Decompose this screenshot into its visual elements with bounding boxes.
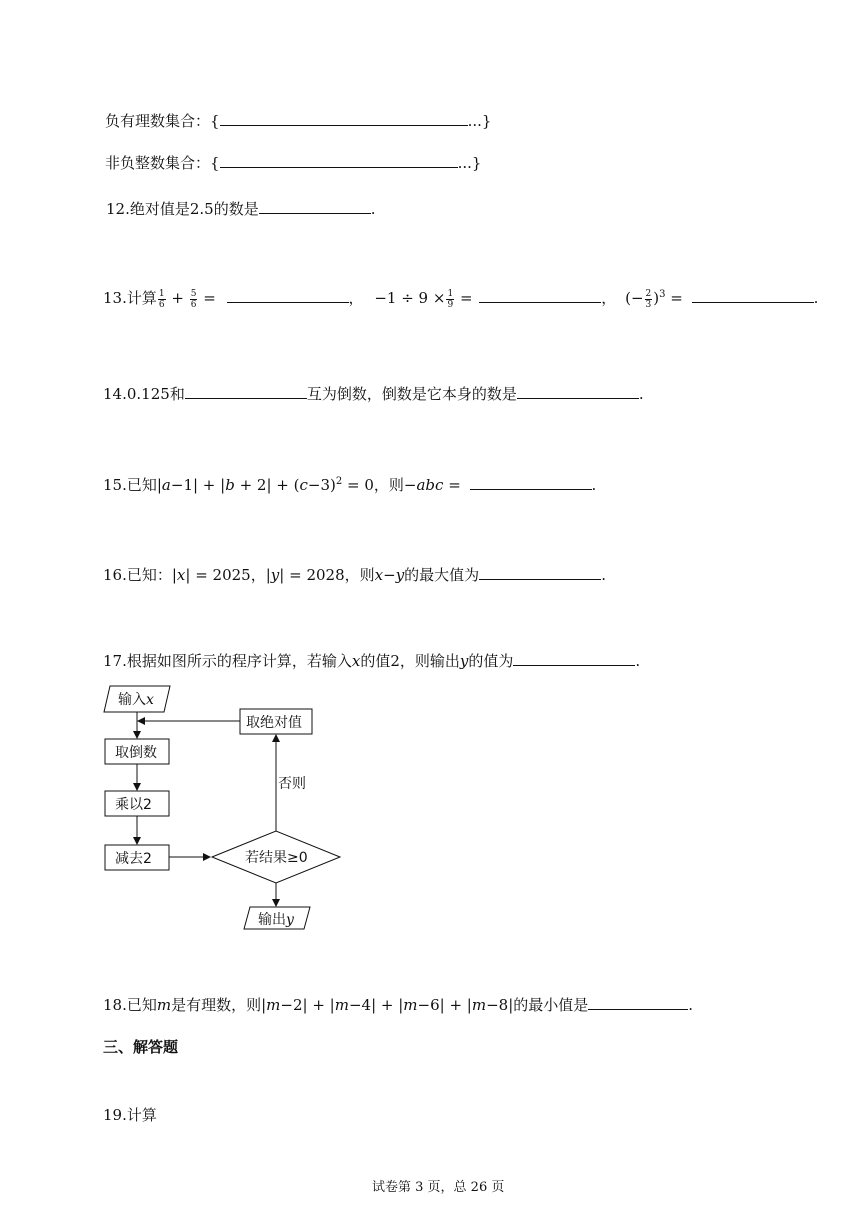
fraction-five-sixths: $\frac{5}{6}$ (190, 288, 197, 310)
section-heading: 三、解答题 (103, 1038, 179, 1056)
period: . (688, 996, 694, 1014)
fraction-two-thirds: $\frac{2}{3}$ (645, 288, 652, 310)
separator: ， (601, 289, 617, 307)
answer-blank[interactable] (692, 301, 814, 303)
answer-blank[interactable] (588, 1008, 688, 1010)
q14-text: 互为倒数，倒数是它本身的数是 (306, 385, 517, 403)
q18-text: 的最小值是 (513, 996, 589, 1014)
open-brace: { (210, 112, 220, 130)
question-12 (106, 198, 376, 219)
q12-prefix: 12.绝对值是 (106, 200, 190, 218)
q16-expression: x−y (374, 566, 405, 584)
q15-equation: $|a-1| + |b + 2| + (c-3)^2 = 0$ (156, 476, 374, 494)
non-negative-integer-set-label: 非负整数集合： (105, 154, 211, 172)
program-flowchart (100, 682, 350, 932)
question-17 (103, 650, 640, 671)
q12-value: 2.5 (189, 200, 214, 218)
input-label: 输入x (118, 692, 154, 708)
answer-blank[interactable] (259, 212, 371, 214)
answer-blank[interactable] (479, 301, 601, 303)
question-16: 16.已知：|x| = 2025，|y| = 2028，则x−y的最大值为 . (103, 566, 606, 584)
q18-expression: |m−2| + |m−4| + |m−6| + |m−8| (261, 996, 514, 1014)
multiply-label: 乘以2 (115, 797, 152, 813)
q17-y: y (459, 652, 469, 670)
q13-prefix: 13.计算 (103, 289, 157, 307)
fraction-neg-one-sixth: $\frac{1}{6}$ (158, 288, 165, 310)
negative-rational-set-label: 负有理数集合： (105, 112, 211, 130)
q18-mid: 是有理数，则 (171, 996, 262, 1014)
q16-prefix: 16.已知： (103, 566, 172, 584)
question-13: 13.计算 $\frac{1}{6}$ + $\frac{5}{6}$ = ， −1 ÷ 9 × $\frac{1}{9}$ = ， (− $\frac{2}{3}$ )$^3$ = . (103, 288, 819, 310)
output-label: 输出y (258, 912, 294, 928)
answer-blank[interactable] (513, 664, 635, 666)
q18-var: m (156, 996, 172, 1014)
q12-suffix: 的数是 (213, 200, 259, 218)
answer-blank[interactable] (220, 124, 468, 126)
close-brace: ...} (457, 154, 482, 172)
period: . (638, 385, 644, 403)
answer-blank[interactable] (479, 578, 601, 580)
q14-mid: 和 (169, 385, 185, 403)
non-negative-integer-set-line (105, 152, 481, 173)
abs-label: 取绝对值 (246, 715, 302, 731)
q15-prefix: 15.已知 (103, 476, 157, 494)
open-brace: { (210, 154, 220, 172)
subtract-label: 减去2 (115, 851, 152, 867)
q14-prefix: 14. (103, 385, 127, 403)
period: . (591, 476, 597, 494)
q13-expr2: −1 ÷ 9 × (374, 289, 446, 307)
close-brace: ...} (467, 112, 492, 130)
q16-x-value: = 2025 (195, 566, 251, 584)
q17-value: 2 (390, 652, 400, 670)
fraction-one-ninth: $\frac{1}{9}$ (447, 288, 454, 310)
period: . (601, 566, 606, 584)
q14-value: 0.125 (126, 385, 170, 403)
q16-text: 的最大值为 (404, 566, 480, 584)
otherwise-label: 否则 (278, 776, 306, 792)
q17-mid2: ，则输出 (399, 652, 460, 670)
question-15 (103, 474, 596, 495)
q15-expression: −abc = (403, 476, 466, 494)
q17-prefix: 17.根据如图所示的程序计算，若输入 (103, 652, 352, 670)
answer-blank[interactable] (470, 488, 592, 490)
equals: = (665, 289, 688, 307)
q15-tail: ，则 (373, 476, 404, 494)
decision-label: 若结果≥0 (245, 850, 308, 866)
answer-blank[interactable] (220, 166, 458, 168)
equals: = (198, 289, 221, 307)
negative-rational-set-line (105, 110, 491, 131)
answer-blank[interactable] (185, 397, 307, 399)
period: . (370, 200, 376, 218)
q17-x: x (351, 652, 361, 670)
question-18 (103, 994, 693, 1015)
answer-blank[interactable] (227, 301, 349, 303)
q17-mid: 的值 (360, 652, 391, 670)
question-19: 19.计算 (103, 1106, 157, 1124)
separator: ， (348, 289, 364, 307)
q18-prefix: 18.已知 (103, 996, 157, 1014)
q17-text: 的值为 (468, 652, 514, 670)
answer-blank[interactable] (517, 397, 639, 399)
q16-mid: ，则 (344, 566, 375, 584)
reciprocal-label: 取倒数 (115, 745, 157, 761)
page-footer: 试卷第 3 页，总 26 页 (372, 1180, 505, 1195)
period: . (813, 289, 819, 307)
period: . (635, 652, 641, 670)
question-14 (103, 383, 644, 404)
q16-y-value: = 2028 (289, 566, 345, 584)
